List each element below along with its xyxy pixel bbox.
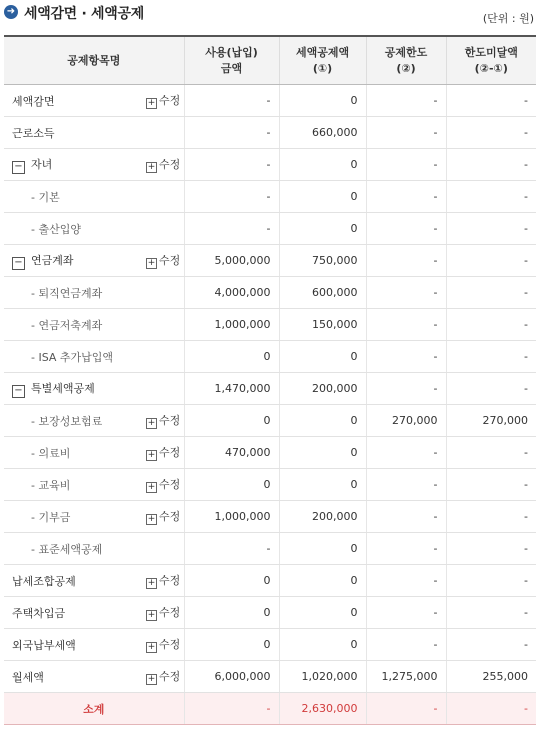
edit-cell — [142, 373, 184, 405]
item-name-cell — [4, 277, 142, 309]
edit-button[interactable] — [146, 606, 180, 619]
section-title: 세액감면 · 세액공제 — [24, 6, 144, 22]
value-cell: 6,000,000 — [184, 661, 279, 693]
table-row — [4, 469, 536, 501]
value-cell: - — [446, 373, 536, 405]
value-cell: - — [446, 181, 536, 213]
column-header-label: 세액공제액 (①) — [295, 45, 350, 75]
plus-box-icon: + — [147, 258, 156, 268]
value-cell: - — [366, 533, 446, 565]
item-name-cell — [4, 501, 142, 533]
value-cell: - — [366, 277, 446, 309]
edit-cell — [142, 309, 184, 341]
value-cell: - — [366, 437, 446, 469]
column-header-label: 공제항목명 — [67, 53, 121, 67]
edit-label: 수정 — [159, 446, 181, 459]
plus-box-icon: + — [147, 514, 156, 524]
value-cell: 0 — [279, 213, 366, 245]
edit-button[interactable] — [146, 574, 180, 587]
table-row — [4, 309, 536, 341]
total-value-cell: 2,630,000 — [279, 693, 366, 725]
value-cell: - — [366, 213, 446, 245]
value-cell: - — [184, 213, 279, 245]
value-cell: - — [446, 469, 536, 501]
edit-label: 수정 — [159, 478, 181, 491]
value-cell: - — [366, 245, 446, 277]
item-name-cell — [4, 245, 142, 277]
plus-box-icon: + — [147, 674, 156, 684]
item-name: - 출산입양 — [31, 222, 81, 236]
value-cell: 0 — [279, 597, 366, 629]
plus-box-icon: + — [147, 642, 156, 652]
value-cell: 200,000 — [279, 373, 366, 405]
item-name-cell — [4, 661, 142, 693]
value-cell: - — [446, 245, 536, 277]
item-name: - 표준세액공제 — [31, 542, 103, 556]
item-name: - ISA 추가납입액 — [31, 350, 114, 364]
edit-label: 수정 — [159, 414, 181, 427]
item-name: 세액감면 — [12, 94, 55, 108]
item-name: 연금계좌 — [31, 253, 74, 267]
table-row — [4, 149, 536, 181]
value-cell: - — [366, 341, 446, 373]
edit-cell — [142, 213, 184, 245]
item-name-cell — [4, 629, 142, 661]
value-cell: - — [446, 341, 536, 373]
value-cell: - — [366, 85, 446, 117]
table-row — [4, 437, 536, 469]
value-cell: 0 — [184, 629, 279, 661]
value-cell: 0 — [184, 597, 279, 629]
item-name-cell — [4, 469, 142, 501]
edit-cell — [142, 597, 184, 629]
total-value-cell: - — [366, 693, 446, 725]
edit-button[interactable] — [146, 510, 180, 523]
tax-credit-table — [4, 35, 536, 725]
plus-box-icon: + — [147, 162, 156, 172]
item-name-cell — [4, 341, 142, 373]
column-header — [184, 36, 279, 85]
table-row — [4, 405, 536, 437]
value-cell: 200,000 — [279, 501, 366, 533]
plus-box-icon: + — [147, 578, 156, 588]
edit-cell — [142, 341, 184, 373]
table-row — [4, 341, 536, 373]
item-name: 주택차입금 — [12, 606, 66, 620]
item-name: 근로소득 — [12, 126, 55, 140]
value-cell: 0 — [279, 629, 366, 661]
item-name: 특별세액공제 — [31, 381, 95, 395]
table-row — [4, 85, 536, 117]
column-header — [446, 36, 536, 85]
edit-cell — [142, 405, 184, 437]
value-cell: 0 — [279, 405, 366, 437]
value-cell: 0 — [279, 533, 366, 565]
value-cell: - — [366, 117, 446, 149]
item-name: 자녀 — [31, 157, 53, 171]
item-name-cell — [4, 213, 142, 245]
plus-box-icon: + — [147, 482, 156, 492]
item-name-cell — [4, 405, 142, 437]
item-name-cell — [4, 309, 142, 341]
item-name-cell — [4, 85, 142, 117]
value-cell: 255,000 — [446, 661, 536, 693]
value-cell: 0 — [184, 341, 279, 373]
total-label: 소계 — [4, 693, 184, 725]
value-cell: - — [446, 501, 536, 533]
column-header-label: 한도미달액 (②-①) — [464, 45, 518, 75]
value-cell: 0 — [279, 437, 366, 469]
value-cell: 600,000 — [279, 277, 366, 309]
value-cell: - — [446, 117, 536, 149]
value-cell: 1,020,000 — [279, 661, 366, 693]
item-name: 납세조합공제 — [12, 574, 76, 588]
table-row — [4, 501, 536, 533]
edit-button[interactable] — [146, 638, 180, 651]
item-name-cell — [4, 181, 142, 213]
total-value-cell: - — [446, 693, 536, 725]
value-cell: - — [366, 565, 446, 597]
value-cell: - — [446, 213, 536, 245]
value-cell: - — [366, 309, 446, 341]
edit-button[interactable] — [146, 158, 180, 171]
value-cell: - — [366, 373, 446, 405]
total-value-cell: - — [184, 693, 279, 725]
value-cell: - — [446, 149, 536, 181]
value-cell: - — [184, 533, 279, 565]
value-cell: 750,000 — [279, 245, 366, 277]
value-cell: 1,000,000 — [184, 501, 279, 533]
item-name-cell — [4, 437, 142, 469]
table-row — [4, 277, 536, 309]
value-cell: - — [366, 597, 446, 629]
arrow-right-circle-icon: ➜ — [4, 5, 18, 19]
table-row — [4, 213, 536, 245]
value-cell: - — [446, 533, 536, 565]
value-cell: 0 — [184, 565, 279, 597]
edit-button[interactable] — [146, 254, 180, 267]
value-cell: - — [446, 629, 536, 661]
edit-label: 수정 — [159, 638, 181, 651]
edit-label: 수정 — [159, 158, 181, 171]
item-name-cell — [4, 373, 142, 405]
value-cell: 5,000,000 — [184, 245, 279, 277]
table-row — [4, 565, 536, 597]
item-name: - 의료비 — [31, 446, 71, 460]
edit-button[interactable] — [146, 478, 180, 491]
table-row — [4, 245, 536, 277]
edit-label: 수정 — [159, 574, 181, 587]
item-name-cell — [4, 533, 142, 565]
column-header — [366, 36, 446, 85]
item-name: - 퇴직연금계좌 — [31, 286, 103, 300]
edit-cell — [142, 565, 184, 597]
edit-cell — [142, 181, 184, 213]
value-cell: 470,000 — [184, 437, 279, 469]
table-header-row — [4, 36, 536, 85]
edit-cell — [142, 149, 184, 181]
value-cell: 0 — [279, 341, 366, 373]
edit-cell — [142, 117, 184, 149]
value-cell: 660,000 — [279, 117, 366, 149]
unit-label: (단위 : 원) — [482, 12, 534, 25]
section-header — [0, 0, 544, 30]
edit-cell — [142, 501, 184, 533]
column-header — [279, 36, 366, 85]
value-cell: - — [446, 277, 536, 309]
edit-button[interactable] — [146, 94, 180, 107]
table-row — [4, 181, 536, 213]
value-cell: 150,000 — [279, 309, 366, 341]
value-cell: - — [184, 85, 279, 117]
edit-button[interactable] — [146, 446, 180, 459]
table-row — [4, 373, 536, 405]
value-cell: 270,000 — [446, 405, 536, 437]
value-cell: - — [366, 181, 446, 213]
edit-button[interactable] — [146, 414, 180, 427]
edit-cell — [142, 469, 184, 501]
collapse-minus-icon[interactable]: − — [12, 161, 25, 174]
plus-box-icon: + — [147, 418, 156, 428]
edit-label: 수정 — [159, 254, 181, 267]
value-cell: 1,470,000 — [184, 373, 279, 405]
value-cell: - — [366, 501, 446, 533]
table-row — [4, 661, 536, 693]
value-cell: 0 — [279, 469, 366, 501]
edit-label: 수정 — [159, 670, 181, 683]
value-cell: - — [366, 629, 446, 661]
column-header-label: 공제한도 (②) — [384, 45, 428, 75]
value-cell: 0 — [279, 565, 366, 597]
value-cell: - — [366, 469, 446, 501]
plus-box-icon: + — [147, 610, 156, 620]
value-cell: - — [446, 597, 536, 629]
table-row — [4, 629, 536, 661]
item-name: - 기본 — [31, 190, 60, 204]
value-cell: 0 — [184, 405, 279, 437]
value-cell: - — [446, 437, 536, 469]
plus-box-icon: + — [147, 98, 156, 108]
edit-cell — [142, 629, 184, 661]
value-cell: 0 — [279, 181, 366, 213]
item-name-cell — [4, 597, 142, 629]
value-cell: - — [184, 149, 279, 181]
value-cell: 0 — [279, 85, 366, 117]
item-name-cell — [4, 117, 142, 149]
value-cell: - — [184, 117, 279, 149]
edit-label: 수정 — [159, 94, 181, 107]
total-row — [4, 693, 536, 725]
value-cell: - — [184, 181, 279, 213]
plus-box-icon: + — [147, 450, 156, 460]
value-cell: - — [366, 149, 446, 181]
item-name: - 보장성보험료 — [31, 414, 103, 428]
edit-label: 수정 — [159, 510, 181, 523]
table-row — [4, 597, 536, 629]
item-name-cell — [4, 565, 142, 597]
item-name: 월세액 — [12, 670, 44, 684]
item-name: - 기부금 — [31, 510, 71, 524]
value-cell: 4,000,000 — [184, 277, 279, 309]
edit-button[interactable] — [146, 670, 180, 683]
item-name: - 교육비 — [31, 478, 71, 492]
column-header-label: 사용(납입) 금액 — [205, 45, 258, 75]
edit-cell — [142, 437, 184, 469]
table-row — [4, 533, 536, 565]
edit-cell — [142, 245, 184, 277]
item-name-cell — [4, 149, 142, 181]
value-cell: 1,000,000 — [184, 309, 279, 341]
value-cell: 270,000 — [366, 405, 446, 437]
column-header — [4, 36, 184, 85]
value-cell: 1,275,000 — [366, 661, 446, 693]
collapse-minus-icon[interactable]: − — [12, 257, 25, 270]
value-cell: 0 — [279, 149, 366, 181]
value-cell: - — [446, 565, 536, 597]
item-name: - 연금저축계좌 — [31, 318, 103, 332]
value-cell: - — [446, 85, 536, 117]
item-name: 외국납부세액 — [12, 638, 76, 652]
value-cell: 0 — [184, 469, 279, 501]
collapse-minus-icon[interactable]: − — [12, 385, 25, 398]
edit-cell — [142, 661, 184, 693]
edit-label: 수정 — [159, 606, 181, 619]
edit-cell — [142, 85, 184, 117]
value-cell: - — [446, 309, 536, 341]
edit-cell — [142, 533, 184, 565]
edit-cell — [142, 277, 184, 309]
table-row — [4, 117, 536, 149]
